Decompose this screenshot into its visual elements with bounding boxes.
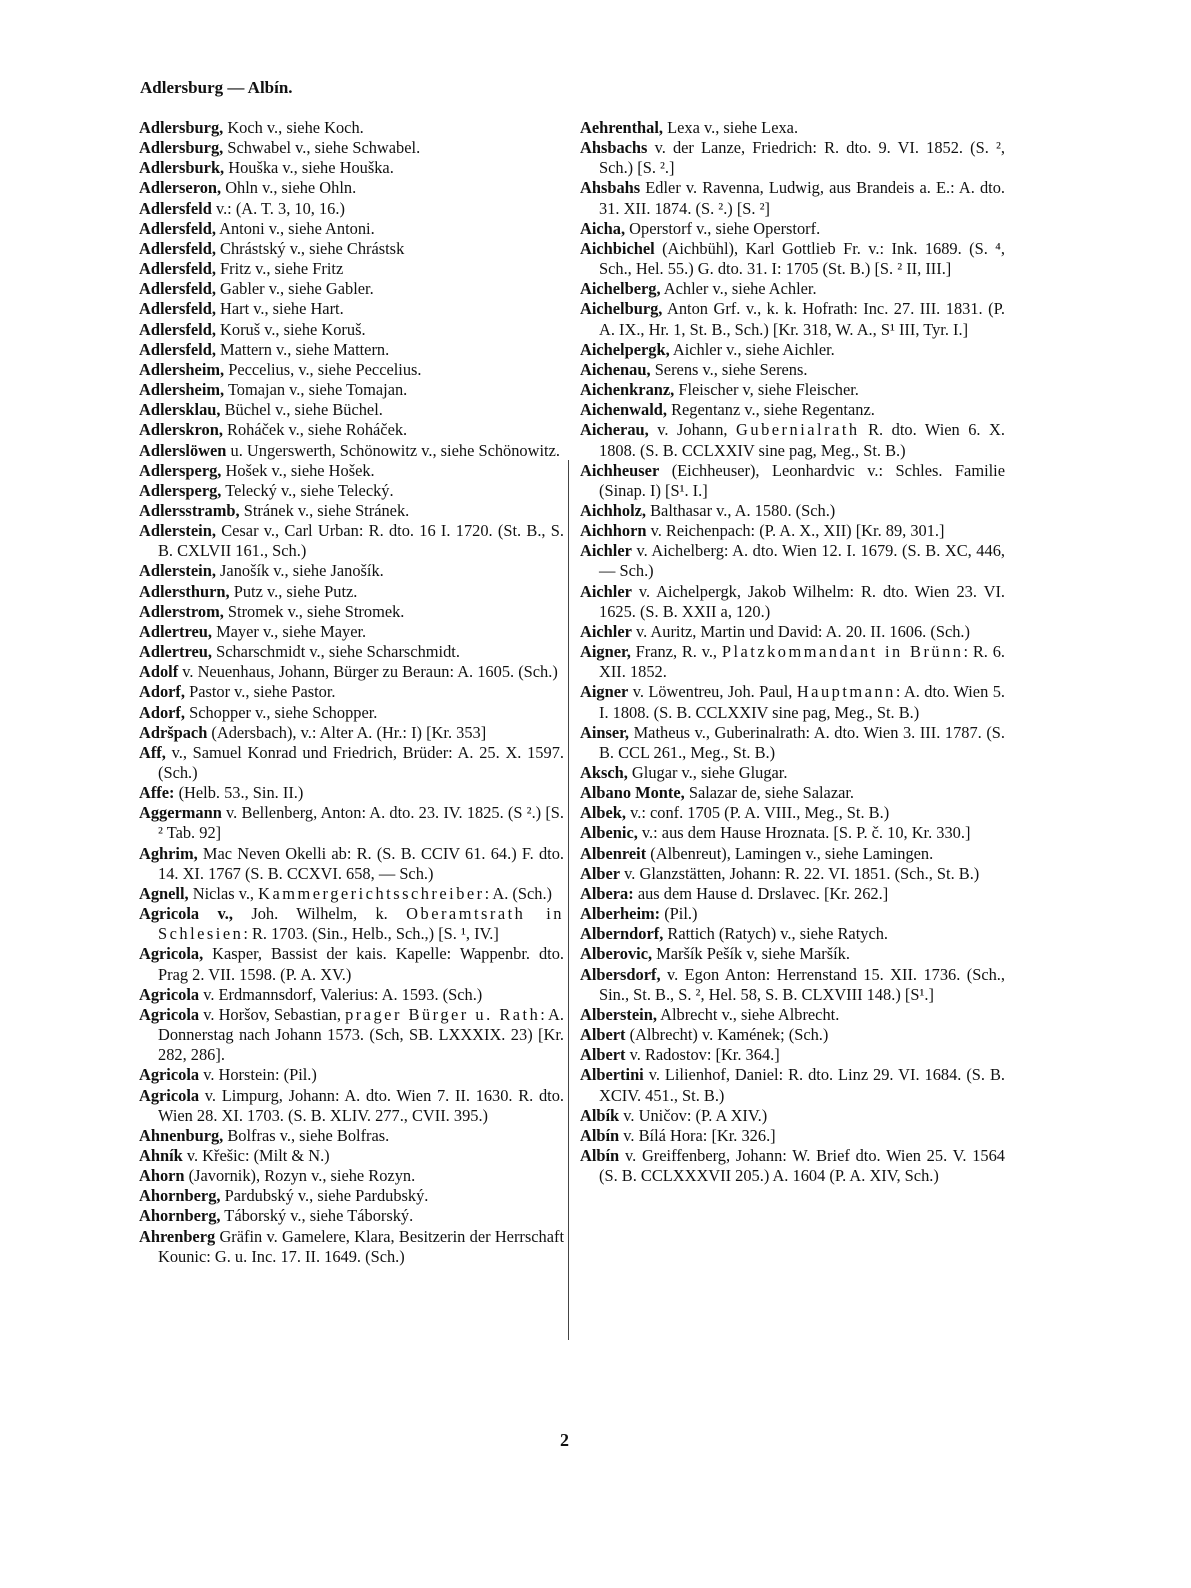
entry-text: (Helb. 53., Sin. II.) <box>174 783 304 803</box>
register-entry <box>580 1146 1005 1186</box>
register-entry <box>580 864 1005 884</box>
register-entry <box>139 682 564 702</box>
entry-headword: Albek, <box>580 803 626 823</box>
entry-headword: Agricola <box>139 1004 200 1024</box>
entry-headword: Ahník <box>139 1145 183 1165</box>
register-entry <box>139 1166 564 1186</box>
entry-spaced-title: Gubernialrath <box>736 420 860 440</box>
entry-text: (Pil.) <box>660 904 698 924</box>
entry-headword: Adlersstramb, <box>139 500 240 520</box>
entry-text: Gabler v., siehe Gabler. <box>215 279 374 299</box>
entry-headword: Adlersheim, <box>139 380 225 400</box>
entry-text-continued: : R. 6. XII. 1852. <box>599 642 1005 682</box>
entry-text: Kasper, Bassist der kais. Kapelle: Wappenbr. dto. Prag 2. VII. 1598. (P. A. XV.) <box>158 944 564 984</box>
register-entry <box>139 783 564 803</box>
register-entry <box>139 441 564 461</box>
register-entry <box>139 622 564 642</box>
entry-headword: Aigner, <box>580 642 631 662</box>
register-entry <box>139 279 564 299</box>
register-entry <box>139 259 564 279</box>
entry-headword: Adlerseron, <box>139 178 222 198</box>
register-entry <box>580 682 1005 722</box>
register-entry <box>580 299 1005 339</box>
entry-text: v. Aichelpergk, Jakob Wilhelm: R. dto. Wien 23. VI. 1625. (S. B. XXII a, 120.) <box>599 581 1005 621</box>
entry-text: (Eichheuser), Leonhardvic v.: Schles. Familie (Sinap. I) [S¹. I.] <box>599 460 1005 500</box>
entry-text: Operstorf v., siehe Operstorf. <box>625 218 821 238</box>
register-entry <box>580 844 1005 864</box>
entry-text: (Albrecht) v. Kamének; (Sch.) <box>625 1025 829 1045</box>
entry-text: Houška v., siehe Houška. <box>224 158 394 178</box>
entry-headword: Ahorn <box>139 1166 185 1186</box>
entry-text: aus dem Hause d. Drslavec. [Kr. 262.] <box>633 883 889 903</box>
entry-text: Fleischer v, siehe Fleischer. <box>674 380 859 400</box>
register-entry <box>580 803 1005 823</box>
register-entry <box>580 1126 1005 1146</box>
register-entry <box>580 763 1005 783</box>
entry-text: v. Lilienhof, Daniel: R. dto. Linz 29. VI. 1684. (S. B. XCIV. 451., St. B.) <box>599 1065 1005 1105</box>
register-entry <box>139 360 564 380</box>
entry-headword: Adlersthurn, <box>139 581 230 601</box>
register-entry <box>580 178 1005 218</box>
entry-text: Achler v., siehe Achler. <box>660 279 817 299</box>
register-entry <box>580 582 1005 622</box>
entry-text: Hošek v., siehe Hošek. <box>221 460 375 480</box>
entry-headword: Aghrim, <box>139 843 198 863</box>
register-entry <box>139 642 564 662</box>
entry-text: Anton Grf. v., k. k. Hofrath: Inc. 27. III. 1831. (P. A. IX., Hr. 1, St. B., Sch.) [Kr. 318, W. A., S¹ III, Tyr. I.] <box>599 299 1005 339</box>
entry-text: Glugar v., siehe Glugar. <box>627 763 788 782</box>
entry-text: Serens v., siehe Serens. <box>650 359 808 379</box>
entry-headword: Albera: <box>580 883 634 903</box>
register-entry <box>139 320 564 340</box>
entry-text: v. Egon Anton: Herrenstand 15. XII. 1736. (Sch., Sin., St. B., S. ², Hel. 58, S. B. CLXVIII 148.) [S¹.] <box>599 964 1005 1004</box>
entry-text: v. Neuenhaus, Johann, Bürger zu Beraun: A. 1605. (Sch.) <box>178 662 558 682</box>
entry-headword: Aggermann <box>139 803 222 823</box>
entry-text: v., Samuel Konrad und Friedrich, Brüder: A. 25. X. 1597. (Sch.) <box>158 742 564 782</box>
register-entry <box>580 1065 1005 1105</box>
entry-spaced-title: Platzkommandant in Brünn <box>721 642 964 662</box>
entry-text: v. Bellenberg, Anton: A. dto. 23. IV. 1825. (S ².) [S. ² Tab. 92] <box>158 803 564 843</box>
register-entry <box>139 582 564 602</box>
entry-text-continued: : R. 1703. (Sin., Helb., Sch.,) [S. ¹, IV.] <box>243 924 499 944</box>
entry-headword: Adorf, <box>139 682 185 702</box>
entry-headword: Adolf <box>139 662 179 682</box>
register-entry <box>580 904 1005 924</box>
register-entry <box>139 944 564 984</box>
entry-headword: Aff, <box>139 742 166 762</box>
entry-headword: Alberovic, <box>580 944 653 964</box>
register-entry <box>580 783 1005 803</box>
entry-headword: Ainser, <box>580 722 630 742</box>
entry-text: Chrástský v., siehe Chrástsk <box>215 238 405 258</box>
entry-headword: Albert <box>580 1025 626 1045</box>
entry-text: Roháček v., siehe Roháček. <box>222 420 408 440</box>
register-entry <box>139 602 564 622</box>
register-entry <box>580 340 1005 360</box>
register-entry <box>139 380 564 400</box>
entry-text: v. Limpurg, Johann: A. dto. Wien 7. II. 1630. R. dto. Wien 28. XI. 1703. (S. B. XLIV. 277., CVII. 395.) <box>158 1085 564 1125</box>
entry-headword: Ahsbachs <box>580 138 648 158</box>
entry-headword: Ahrenberg <box>139 1226 216 1246</box>
entry-headword: Aichler <box>580 621 632 641</box>
entry-headword: Albín <box>580 1125 620 1145</box>
entry-headword: Adlerskron, <box>139 420 223 440</box>
register-entry <box>580 420 1005 460</box>
entry-headword: Aicha, <box>580 218 626 238</box>
register-entry <box>139 420 564 440</box>
entry-headword: Albík <box>580 1105 620 1125</box>
entry-text: Bolfras v., siehe Bolfras. <box>223 1125 390 1145</box>
entry-spaced-title: Kammergerichtsschreiber <box>258 883 485 903</box>
entry-text: Ohln v., siehe Ohln. <box>221 178 357 198</box>
running-head: Adlersburg — Albín. <box>140 78 293 97</box>
register-entry <box>139 844 564 884</box>
register-entry <box>139 662 564 682</box>
entry-headword: Aichler <box>580 541 632 561</box>
entry-text: v.: conf. 1705 (P. A. VIII., Meg., St. B.) <box>626 803 890 823</box>
register-entry <box>580 823 1005 843</box>
register-entry <box>139 400 564 420</box>
entry-text: Peccelius, v., siehe Peccelius. <box>224 359 422 379</box>
entry-text: (Albenreut), Lamingen v., siehe Lamingen. <box>646 843 934 863</box>
entry-text: Stránek v., siehe Stránek. <box>239 500 410 520</box>
register-entry <box>139 723 564 743</box>
register-entry <box>139 1146 564 1166</box>
entry-headword: Aichenkranz, <box>580 380 675 400</box>
entry-text: Mayer v., siehe Mayer. <box>211 621 367 641</box>
entry-text: v. Glanzstätten, Johann: R. 22. VI. 1851. (Sch., St. B.) <box>620 863 980 883</box>
register-entry <box>580 461 1005 501</box>
entry-text-continued: R. dto. Wien 6. X. 1808. (S. B. CCLXXIV sine pag, Meg., St. B.) <box>599 420 1005 460</box>
entry-headword: Aichelberg, <box>580 279 661 299</box>
register-entry <box>139 803 564 843</box>
entry-text: v. Johann, <box>648 420 737 440</box>
entry-headword: Adlerslöwen <box>139 440 227 460</box>
entry-text: Matheus v., Guberinalrath: A. dto. Wien 3. III. 1787. (S. B. CCL 261., Meg., St. B.) <box>599 722 1005 762</box>
register-entry <box>139 743 564 783</box>
entry-text: v. Křešic: (Milt & N.) <box>182 1145 330 1165</box>
register-entry <box>580 501 1005 521</box>
entry-headword: Aichholz, <box>580 500 647 520</box>
entry-headword: Ahsbahs <box>580 178 641 198</box>
entry-headword: Aichhorn <box>580 521 647 541</box>
register-entry <box>580 884 1005 904</box>
entry-text: Regentanz v., siehe Regentanz. <box>666 400 875 420</box>
register-entry <box>139 985 564 1005</box>
register-entry <box>139 1086 564 1126</box>
register-entry <box>139 1065 564 1085</box>
entry-headword: Adlerstein, <box>139 561 216 581</box>
entry-text: (Adersbach), v.: Alter A. (Hr.: I) [Kr. 353] <box>207 722 487 742</box>
column-rule <box>568 460 569 1340</box>
entry-headword: Adlersheim, <box>139 359 225 379</box>
entry-headword: Aigner <box>580 682 629 702</box>
entry-headword: Adlersfeld <box>139 198 212 218</box>
register-entry <box>139 340 564 360</box>
register-entry <box>580 924 1005 944</box>
entry-text: v. Reichenpach: (P. A. X., XII) [Kr. 89, 301.] <box>646 521 945 541</box>
entry-headword: Agricola <box>139 1085 200 1105</box>
register-entry <box>580 279 1005 299</box>
entry-text: v. der Lanze, Friedrich: R. dto. 9. VI. 1852. (S. ², Sch.) [S. ².] <box>599 138 1005 178</box>
register-entry <box>580 1005 1005 1025</box>
entry-headword: Aksch, <box>580 763 628 782</box>
entry-text: v.: aus dem Hause Hroznata. [S. P. č. 10, Kr. 330.] <box>637 823 971 843</box>
entry-text: Telecký v., siehe Telecký. <box>221 480 394 500</box>
register-entry <box>580 622 1005 642</box>
register-entry <box>580 380 1005 400</box>
register-entry <box>139 239 564 259</box>
entry-text-continued: : A. (Sch.) <box>484 883 553 903</box>
entry-headword: Albersdorf, <box>580 964 661 984</box>
entry-text: (Javornik), Rozyn v., siehe Rozyn. <box>184 1166 416 1186</box>
entry-headword: Adlersperg, <box>139 480 222 500</box>
entry-headword: Adlersfeld, <box>139 259 216 279</box>
entry-spaced-title: Oberamtsrath in Schlesien <box>158 904 564 944</box>
register-entry <box>139 481 564 501</box>
register-entry <box>139 561 564 581</box>
entry-text: Gräfin v. Gamelere, Klara, Besitzerin der Herrschaft Kounic: G. u. Inc. 17. II. 1649. (Sch.) <box>158 1226 564 1266</box>
right-column <box>580 118 1005 1186</box>
entry-text: v. Radostov: [Kr. 364.] <box>625 1045 780 1065</box>
entry-text: Mattern v., siehe Mattern. <box>215 339 390 359</box>
entry-headword: Agricola <box>139 1065 200 1085</box>
entry-text: Koch v., siehe Koch. <box>223 118 364 137</box>
entry-headword: Ahornberg, <box>139 1186 221 1206</box>
entry-headword: Adlersfeld, <box>139 218 216 238</box>
entry-text: Koruš v., siehe Koruš. <box>215 319 366 339</box>
entry-text: Táborský v., siehe Táborský. <box>220 1206 414 1226</box>
entry-headword: Adlersfeld, <box>139 238 216 258</box>
page-number: 2 <box>560 1430 569 1450</box>
entry-spaced-title: Hauptmann <box>796 682 896 702</box>
entry-text: Mac Neven Okelli ab: R. (S. B. CCIV 61. 64.) F. dto. 14. XI. 1767 (S. B. CCXVI. 658, — Sch.) <box>158 843 564 883</box>
entry-text: Aichler v., siehe Aichler. <box>669 339 835 359</box>
entry-headword: Aichheuser <box>580 460 660 480</box>
entry-headword: Albenic, <box>580 823 638 843</box>
entry-headword: Albenreit <box>580 843 647 863</box>
entry-headword: Adlersburg, <box>139 138 224 158</box>
entry-headword: Albertini <box>580 1065 644 1085</box>
entry-text: Antoni v., siehe Antoni. <box>215 218 375 238</box>
entry-headword: Alberheim: <box>580 904 661 924</box>
register-entry <box>139 138 564 158</box>
entry-text: Schopper v., siehe Schopper. <box>184 702 378 722</box>
entry-headword: Aichbichel <box>580 238 655 258</box>
register-entry <box>580 521 1005 541</box>
entry-text: Hart v., siehe Hart. <box>215 299 344 319</box>
entry-text: v.: (A. T. 3, 10, 16.) <box>211 198 345 218</box>
register-entry <box>139 158 564 178</box>
entry-text: Pardubský v., siehe Pardubský. <box>220 1186 429 1206</box>
entry-headword: Adlerstrom, <box>139 601 224 621</box>
entry-headword: Albano Monte, <box>580 783 685 803</box>
entry-text: Putz v., siehe Putz. <box>229 581 358 601</box>
register-entry <box>139 1186 564 1206</box>
entry-text: Rattich (Ratych) v., siehe Ratych. <box>663 924 889 944</box>
entry-text: Janošík v., siehe Janošík. <box>215 561 384 581</box>
register-entry <box>580 642 1005 682</box>
entry-text: v. Horstein: (Pil.) <box>199 1065 317 1085</box>
entry-text: v. Löwentreu, Joh. Paul, <box>628 682 797 702</box>
entry-text: v. Auritz, Martin und David: A. 20. II. 1606. (Sch.) <box>631 621 970 641</box>
entry-headword: Adlersburk, <box>139 158 225 178</box>
entry-headword: Ahornberg, <box>139 1206 221 1226</box>
register-entry <box>139 1206 564 1226</box>
register-entry <box>139 521 564 561</box>
entry-headword: Affe: <box>139 783 175 803</box>
entry-headword: Alberndorf, <box>580 924 664 944</box>
entry-text: Tomajan v., siehe Tomajan. <box>224 380 408 400</box>
register-entry <box>580 1106 1005 1126</box>
register-entry <box>139 461 564 481</box>
register-entry <box>580 360 1005 380</box>
entry-text: (Aichbühl), Karl Gottlieb Fr. v.: Ink. 1689. (S. ⁴, Sch., Hel. 55.) G. dto. 31. I: 1705 (St. B.) [S. ² II, III.] <box>599 238 1005 279</box>
register-entry <box>580 1045 1005 1065</box>
entry-headword: Adlertreu, <box>139 621 212 641</box>
entry-text: Stromek v., siehe Stromek. <box>223 601 405 621</box>
entry-text: v. Horšov, Sebastian, <box>199 1004 346 1024</box>
register-entry <box>580 541 1005 581</box>
register-entry <box>580 219 1005 239</box>
entry-headword: Ahnenburg, <box>139 1125 224 1145</box>
entry-text-continued: : A. dto. Wien 5. I. 1808. (S. B. CCLXXIV sine pag, Meg., St. B.) <box>599 682 1005 722</box>
register-entry <box>139 178 564 198</box>
entry-headword: Agricola <box>139 984 200 1004</box>
left-column <box>139 118 564 1267</box>
register-entry <box>139 501 564 521</box>
register-entry <box>139 884 564 904</box>
register-entry <box>139 1126 564 1146</box>
entry-headword: Albert <box>580 1045 626 1065</box>
entry-text: Schwabel v., siehe Schwabel. <box>223 138 421 158</box>
entry-headword: Aichelburg, <box>580 299 663 319</box>
register-entry <box>580 1025 1005 1045</box>
entry-headword: Adlersfeld, <box>139 339 216 359</box>
entry-headword: Adlersperg, <box>139 460 222 480</box>
entry-headword: Adlersklau, <box>139 400 221 420</box>
entry-text: Albrecht v., siehe Albrecht. <box>656 1004 840 1024</box>
register-entry <box>580 239 1005 279</box>
entry-text: Fritz v., siehe Fritz <box>215 259 344 279</box>
entry-text: Salazar de, siehe Salazar. <box>684 783 855 803</box>
entry-text: Niclas v., <box>188 883 259 903</box>
entry-text: Scharschmidt v., siehe Scharschmidt. <box>211 642 460 662</box>
entry-headword: Adorf, <box>139 702 185 722</box>
entry-headword: Adlersfeld, <box>139 299 216 319</box>
register-entry <box>139 1227 564 1267</box>
entry-text: Balthasar v., A. 1580. (Sch.) <box>646 500 836 520</box>
register-entry <box>139 904 564 944</box>
entry-text: v. Greiffenberg, Johann: W. Brief dto. Wien 25. V. 1564 (S. B. CCLXXXVII 205.) A. 1604 (P. A. XIV, Sch.) <box>599 1145 1005 1186</box>
entry-headword: Adlersfeld, <box>139 279 216 299</box>
register-entry <box>139 1005 564 1065</box>
entry-text: v. Bílá Hora: [Kr. 326.] <box>619 1125 776 1145</box>
entry-headword: Adlertreu, <box>139 642 212 662</box>
entry-text: Pastor v., siehe Pastor. <box>184 682 336 702</box>
entry-spaced-title: prager Bürger u. Rath <box>345 1004 541 1024</box>
entry-headword: Aichelpergk, <box>580 339 670 359</box>
entry-text: v. Erdmannsdorf, Valerius: A. 1593. (Sch.) <box>199 984 483 1004</box>
entry-text: Edler v. Ravenna, Ludwig, aus Brandeis a. E.: A. dto. 31. XII. 1874. (S. ².) [S. ²] <box>599 178 1005 218</box>
entry-headword: Adršpach <box>139 722 208 742</box>
entry-headword: Agnell, <box>139 883 189 903</box>
entry-text: v. Uničov: (P. A XIV.) <box>619 1105 768 1125</box>
entry-headword: Adlerstein, <box>139 521 216 541</box>
register-entry <box>580 118 1005 138</box>
entry-headword: Agricola v., <box>139 904 233 924</box>
register-entry <box>580 138 1005 178</box>
entry-text: Büchel v., siehe Büchel. <box>220 400 383 420</box>
entry-text: v. Aichelberg: A. dto. Wien 12. I. 1679. (S. B. XC, 446, — Sch.) <box>599 541 1005 581</box>
register-entry <box>139 299 564 319</box>
entry-headword: Alberstein, <box>580 1004 657 1024</box>
register-entry <box>139 199 564 219</box>
entry-text: Joh. Wilhelm, k. <box>232 904 407 924</box>
entry-headword: Aichler <box>580 581 632 601</box>
entry-headword: Aichenwald, <box>580 400 667 420</box>
entry-headword: Agricola, <box>139 944 204 964</box>
register-entry <box>139 118 564 138</box>
entry-headword: Adlersburg, <box>139 118 224 137</box>
entry-text: u. Ungerswerth, Schönowitz v., siehe Schönowitz. <box>226 440 560 460</box>
entry-text-continued: : A. Donnerstag nach Johann 1573. (Sch, SB. LXXXIX. 23) [Kr. 282, 286]. <box>158 1004 564 1065</box>
entry-headword: Aehrenthal, <box>580 118 664 137</box>
entry-headword: Aicherau, <box>580 420 649 440</box>
entry-text: Cesar v., Carl Urban: R. dto. 16 I. 1720. (St. B., S. B. CXLVII 161., Sch.) <box>158 521 564 561</box>
register-entry <box>580 723 1005 763</box>
entry-headword: Alber <box>580 863 621 883</box>
entry-headword: Albín <box>580 1145 620 1165</box>
register-entry <box>580 400 1005 420</box>
entry-text: Maršík Pešík v, siehe Maršík. <box>652 944 850 964</box>
register-entry <box>580 965 1005 1005</box>
register-entry <box>580 944 1005 964</box>
entry-headword: Adlersfeld, <box>139 319 216 339</box>
register-entry <box>139 703 564 723</box>
register-entry <box>139 219 564 239</box>
entry-text: Lexa v., siehe Lexa. <box>663 118 799 137</box>
entry-text: Franz, R. v., <box>630 642 722 662</box>
entry-headword: Aichenau, <box>580 359 651 379</box>
